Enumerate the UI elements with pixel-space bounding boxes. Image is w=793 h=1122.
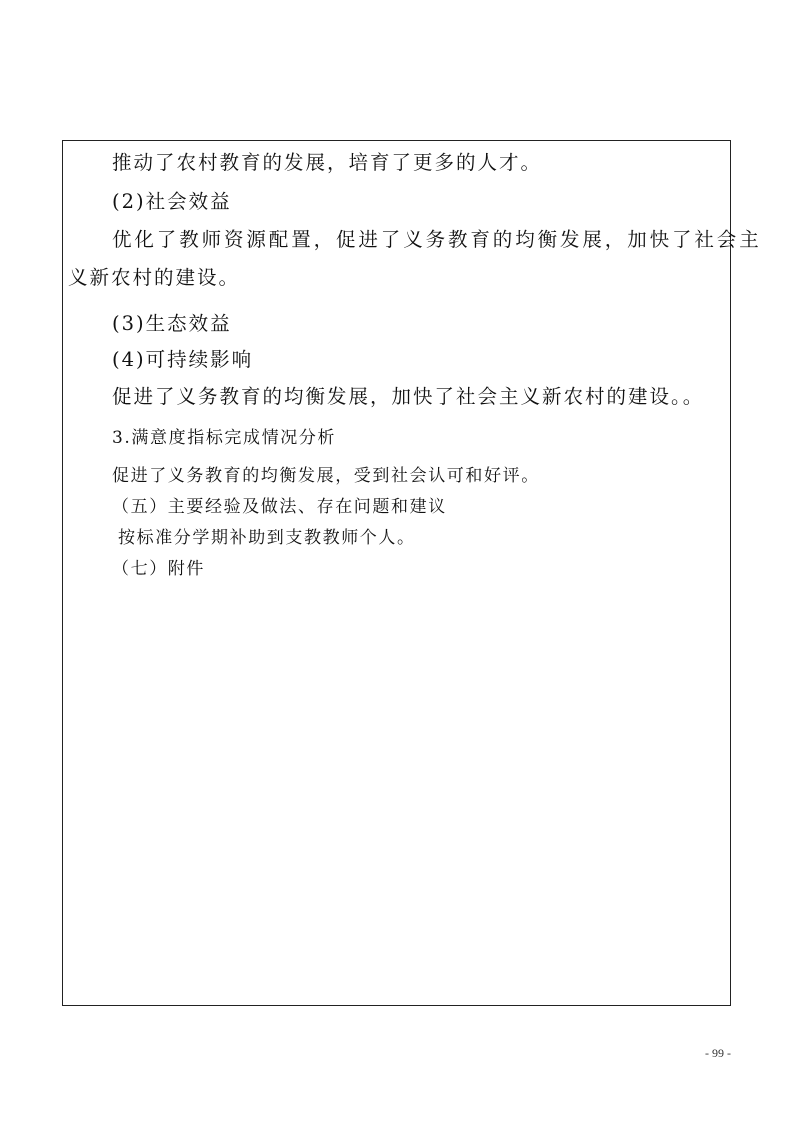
paragraph-line: 优化了教师资源配置，促进了义务教育的均衡发展，加快了社会主 xyxy=(112,228,762,251)
paragraph-line: 促进了义务教育的均衡发展，受到社会认可和好评。 xyxy=(112,466,540,486)
paragraph-line: 按标准分学期补助到支教教师个人。 xyxy=(118,528,416,548)
section-heading: (2)社会效益 xyxy=(112,190,232,213)
paragraph-line: 促进了义务教育的均衡发展，加快了社会主义新农村的建设。。 xyxy=(112,385,705,408)
section-heading: （七）附件 xyxy=(112,559,205,579)
section-heading: 3.满意度指标完成情况分析 xyxy=(112,428,337,448)
page-number: - 99 - xyxy=(705,1046,731,1060)
paragraph-line: 义新农村的建设。 xyxy=(68,266,241,289)
paragraph-line: 推动了农村教育的发展，培育了更多的人才。 xyxy=(112,151,543,174)
section-heading: （五）主要经验及做法、存在问题和建议 xyxy=(112,497,447,517)
section-heading: (3)生态效益 xyxy=(112,312,232,335)
section-heading: (4)可持续影响 xyxy=(112,348,254,371)
